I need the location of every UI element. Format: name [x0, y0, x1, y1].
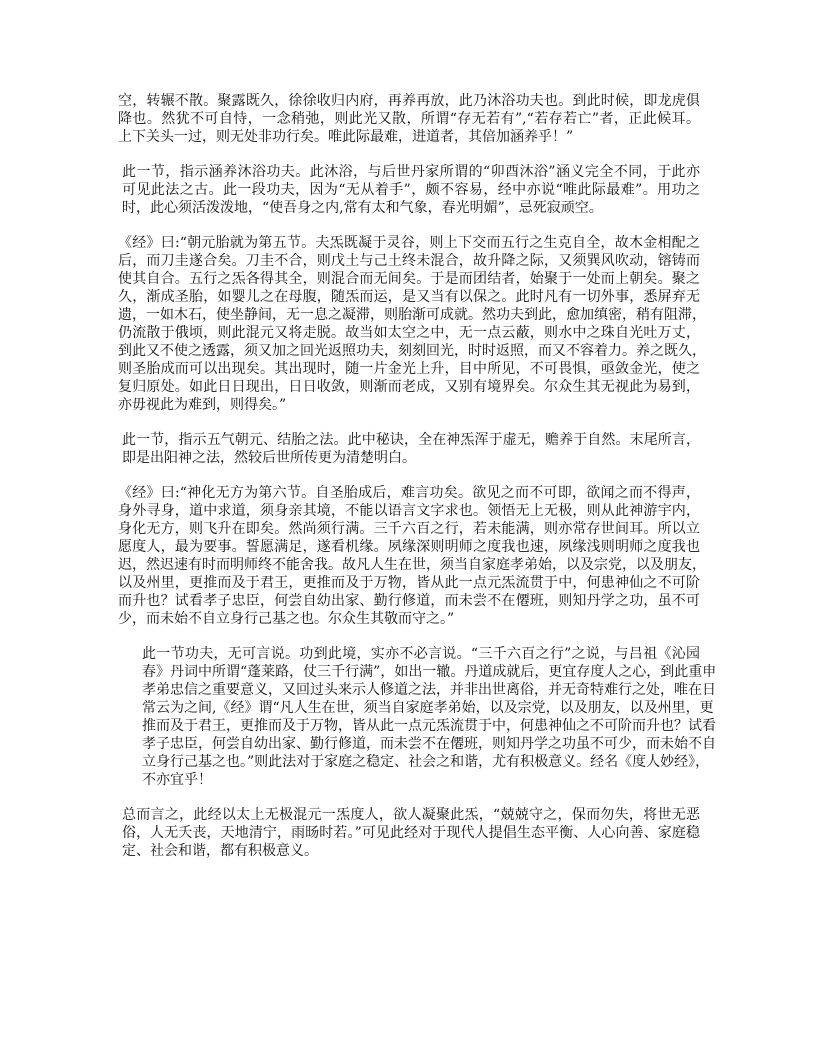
text-line: 此一节，指示五气朝元、结胎之法。此中秘诀，全在神炁浑于虚无，赡养于自然。末尾所言，: [122, 432, 700, 448]
paragraph: [118, 92, 700, 146]
text-line: 总而言之，此经以太上无极混元一炁度人，欲人凝聚此炁，“兢兢守之，保而勿失，将世无恶: [122, 807, 700, 823]
paragraph: [118, 163, 700, 217]
text-line: 使其自合。五行之炁各得其全，则混合而无间矣。于是而团结者，始聚于一处而上朝矣。聚之: [118, 271, 700, 287]
paragraph: [118, 806, 700, 860]
text-line: 亦毋视此为难到，则得矣。”: [118, 397, 287, 413]
text-line: 到此又不使之透露，须又加之回光返照功夫，刻刻回光，时时返照，而又不容着力。养之既久，: [118, 343, 706, 359]
text-line: 则圣胎成而可以出现矣。其出现时，随一片金光上升，目中所见，不可畏惧，亟敛金光，使之: [118, 361, 700, 377]
text-line: 仍流散于俄顷，则此混元又将走脱。故当如太空之中，无一点云蔽，则水中之珠自光吐万丈，: [118, 325, 700, 341]
text-line: 俗，人无夭丧，天地清宁，雨旸时若。”可见此经对于现代人提倡生态平衡、人心向善、家庭稳: [122, 825, 700, 841]
paragraph: [118, 484, 706, 628]
document-page: [118, 92, 717, 877]
text-line: 而升也？试看孝子忠臣，何尝自幼出家、勤行修道，而未尝不在僊班，则知丹学之功，虽不可: [118, 593, 700, 609]
text-line: 此一节，指示涵养沐浴功夫。此沐浴，与后世丹家所谓的“卯酉沐浴”涵义完全不同，于此亦: [122, 164, 700, 180]
text-line: 后，而刀圭遂合矣。刀圭不合，则戊土与己土终未混合，故升降之际，又须巽风吹动，镕铸而: [118, 253, 700, 269]
text-line: 身化无方，则飞升在即矣。然尚须行满。三千六百之行，若未能满，则亦常存世间耳。所以立: [118, 521, 700, 537]
paragraph: [118, 234, 706, 414]
text-line: 推而及于君王，更推而及于万物，皆从此一点元炁流贯于中，何患神仙之不可阶而升也？试看: [142, 718, 716, 734]
text-line: 可见此法之古。此一段功夫，因为“无从着手”，颇不容易，经中亦说“唯此际最难”。用功之: [122, 182, 700, 198]
text-line: 定、社会和谐，都有积极意义。: [122, 843, 318, 859]
text-line: 身外寻身，道中求道，须身亲其境，不能以语言文字求也。领悟无上无极，则从此神游宇内，: [118, 503, 700, 519]
text-line: 上下关头一过，则无处非功行矣。唯此际最难，进道者，其倍加涵养乎！”: [118, 129, 574, 145]
text-line: 少，而未始不自立身行己基之也。尔众生其敬而守之。”: [118, 611, 455, 627]
text-line: 孝弟忠信之重要意义，又回过头来示人修道之法，并非出世离俗，并无奇特难行之处，唯在日: [142, 682, 716, 698]
text-line: 愿度人，最为要事。誓愿满足，遂看机缘。夙缘深则明师之度我也速，夙缘浅则明师之度我也: [118, 539, 700, 555]
text-line: 降也。然犹不可自恃，一念稍弛，则此光又散，所谓“存无若有”,“若存若亡”者，正此候耳。: [118, 111, 700, 127]
text-line: 复归原处。如此日日现出，日日收敛，则渐而老成，又别有境界矣。尔众生其无视此为易到，: [118, 379, 700, 395]
text-line: 此一节功夫，无可言说。功到此境，实亦不必言说。“三千六百之行”之说，与吕祖《沁园: [142, 646, 700, 662]
text-line: 空，转辗不散。聚露既久，徐徐收归内府，再养再放，此乃沐浴功夫也。到此时候，即龙虎俱: [118, 93, 700, 109]
text-line: 以及州里，更推而及于君王，更推而及于万物，皆从此一点元炁流贯于中，何患神仙之不可阶: [118, 575, 700, 591]
text-line: 立身行己基之也。”则此法对于家庭之稳定、社会之和谐，尤有积极意义。经名《度人妙经》，: [142, 754, 710, 770]
text-line: 春》丹词中所谓“蓬莱路，仗三千行满”，如出一辙。丹道成就后，更宜存度人之心，到此重申: [142, 664, 717, 680]
text-line: 不亦宜乎！: [142, 772, 212, 788]
text-line: 《经》曰:“朝元胎就为第五节。夫炁既凝于灵谷，则上下交而五行之生克自全，故木金相配之: [118, 235, 700, 251]
text-line: 《经》曰:“神化无方为第六节。自圣胎成后，难言功矣。欲见之而不可即，欲闻之而不得声，: [118, 485, 700, 501]
text-line: 迟，然迟速有时而明师终不能舍我。故凡人生在世，须当自家庭孝弟始，以及宗党，以及朋友，: [118, 557, 706, 573]
paragraph: [118, 645, 717, 789]
text-line: 即是出阳神之法，然较后世所传更为清楚明白。: [122, 450, 416, 466]
paragraph: [118, 431, 700, 467]
text-line: 时，此心须活泼泼地，“使吾身之内,常有太和气象，春光明媚”，忌死寂顽空。: [122, 200, 603, 216]
text-line: 常云为之间,《经》谓“凡人生在世，须当自家庭孝弟始，以及宗党，以及朋友，以及州里，更: [142, 700, 714, 716]
text-line: 孝子忠臣，何尝自幼出家、勤行修道，而未尝不在僊班，则知丹学之功虽不可少，而未始不自: [142, 736, 716, 752]
text-line: 遗，一如木石，使坐静间，无一息之凝滞，则胎渐可成就。然功夫到此，愈加缜密，稍有阻滞，: [118, 307, 706, 323]
text-line: 久，渐成圣胎，如婴儿之在母腹，随炁而运，是又当有以保之。此时凡有一切外事，悉屏弃无: [118, 289, 700, 305]
